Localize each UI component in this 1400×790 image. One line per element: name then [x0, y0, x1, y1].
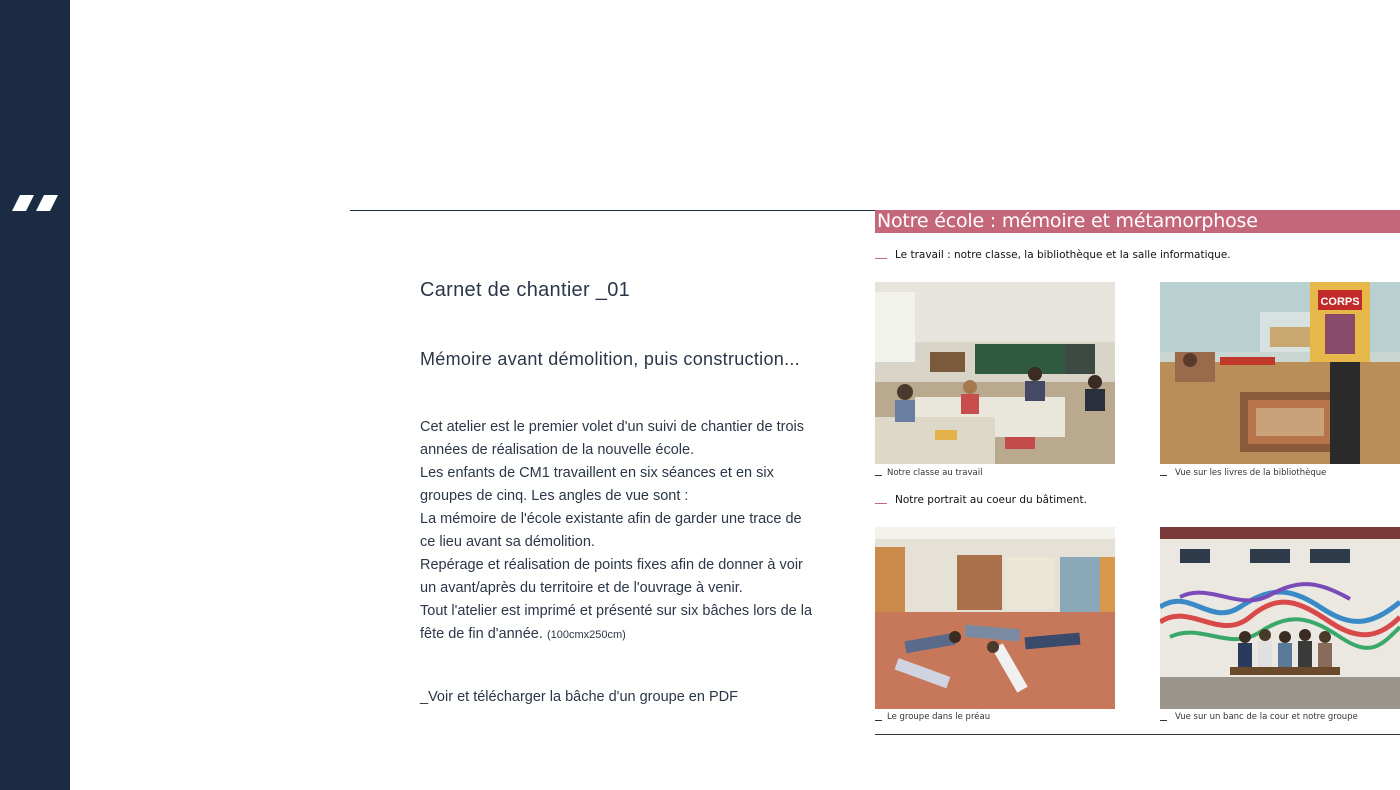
section-dash — [875, 503, 887, 504]
caption-dash — [875, 720, 882, 721]
sidebar — [0, 0, 70, 790]
photo-classroom — [875, 282, 1115, 464]
paragraph: Cet atelier est le premier volet d'un suivi de chantier de trois années de réalisation de la nouvelle école. — [420, 419, 804, 458]
section-dash — [875, 258, 887, 259]
paragraph: Repérage et réalisation de points fixes afin de donner à voir un avant/après du territoire et de l'ouvrage à venir. — [420, 557, 803, 596]
svg-text:CORPS: CORPS — [1320, 296, 1360, 308]
caption-library: Vue sur les livres de la bibliothèque — [1175, 468, 1327, 478]
page-subtitle: Mémoire avant démolition, puis construction... — [420, 349, 800, 369]
poster-header: Notre école : mémoire et métamorphose — [875, 210, 1400, 233]
poster-image[interactable] — [875, 210, 1400, 735]
page-title: Carnet de chantier _01 — [420, 279, 631, 301]
poster-section-2: Notre portrait au coeur du bâtiment. — [895, 494, 1087, 506]
photo-hall — [875, 527, 1115, 709]
caption-dash — [1160, 720, 1167, 721]
double-slash-logo-icon[interactable] — [12, 195, 58, 211]
poster-bottom-line — [875, 734, 1400, 735]
photo-bench — [1160, 527, 1400, 709]
paragraph-text: Tout l'atelier est imprimé et présenté sur six bâches lors de la fête de fin d'année. — [420, 603, 813, 642]
paragraph: Les enfants de CM1 travaillent en six séances et en six groupes de cinq. Les angles de vue sont : — [420, 465, 774, 504]
pdf-download-link[interactable]: _Voir et télécharger la bâche d'un groupe en PDF — [420, 689, 738, 705]
caption-bench: Vue sur un banc de la cour et notre groupe — [1175, 712, 1358, 722]
photo-library — [1160, 282, 1400, 464]
poster-section-1: Le travail : notre classe, la bibliothèque et la salle informatique. — [895, 249, 1231, 261]
caption-dash — [1160, 475, 1167, 476]
size-note: (100cmx250cm) — [546, 629, 626, 641]
article-body — [420, 416, 815, 647]
caption-classroom: Notre classe au travail — [887, 468, 983, 478]
divider-line — [350, 210, 875, 211]
paragraph: La mémoire de l'école existante afin de garder une trace de ce lieu avant sa démolition. — [420, 511, 802, 550]
paragraph-last — [420, 600, 815, 647]
caption-hall: Le groupe dans le préau — [887, 712, 991, 722]
caption-dash — [875, 475, 882, 476]
